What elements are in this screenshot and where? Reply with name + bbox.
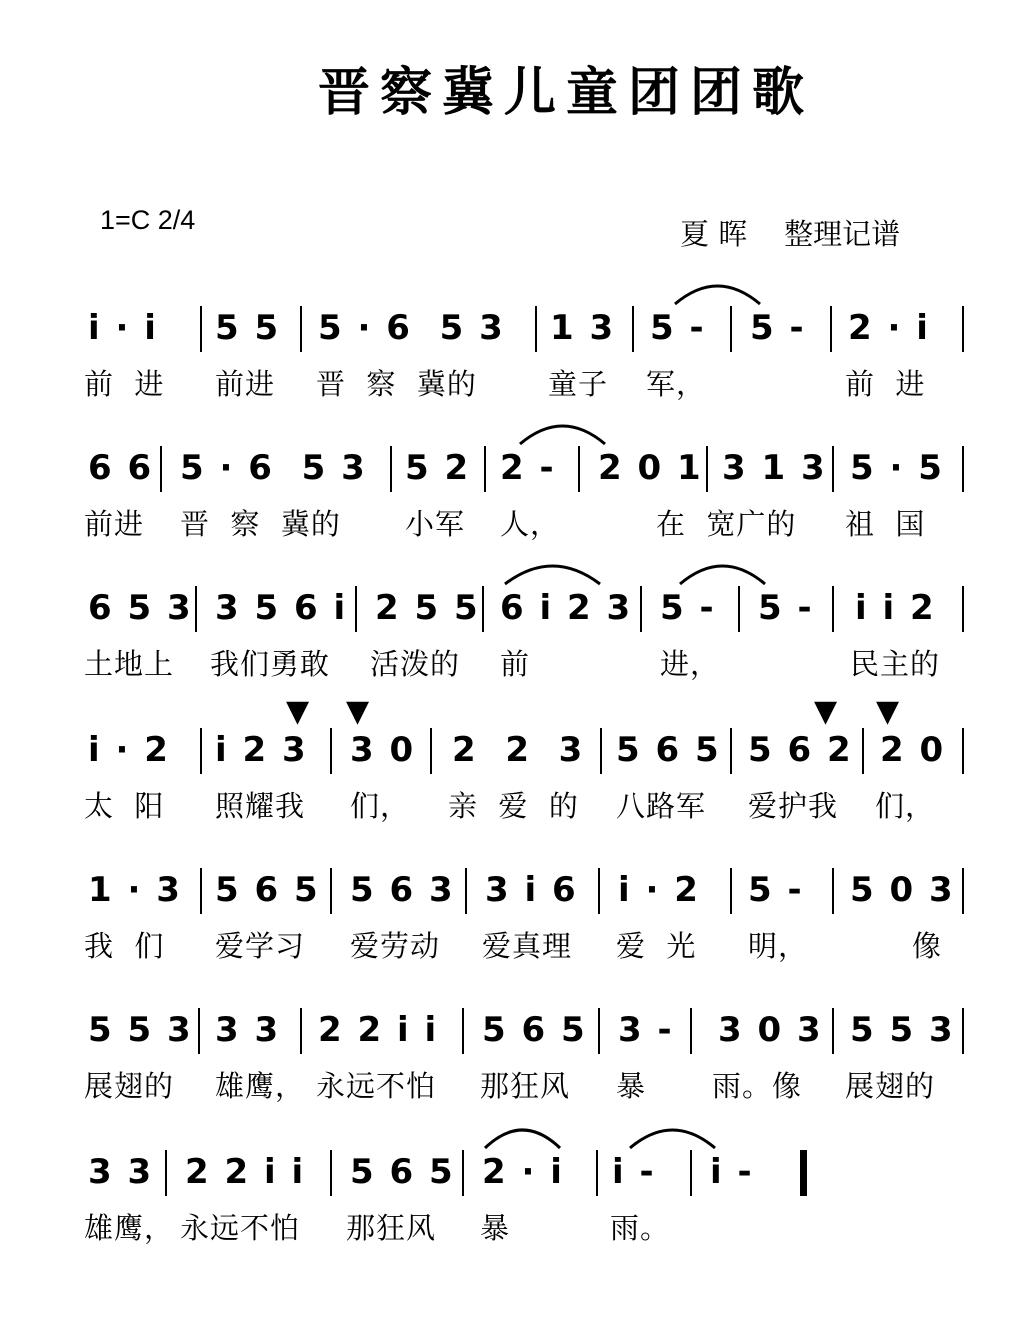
barline [462,1008,464,1054]
measure-notes: 2 - [500,448,556,488]
measure-notes: 5 · 6 5 3 [180,448,367,488]
measure-notes: 5 2 [405,448,471,488]
barline [962,728,964,774]
lyric-text: 永远不怕 [316,1069,437,1103]
barline [730,868,732,914]
measure-notes: 3 3 [88,1152,154,1192]
measure-notes: 2 · i [848,308,930,348]
barline [832,868,834,914]
score-line [0,438,1032,578]
measure-notes: 5 · 5 [850,448,944,488]
lyric-text: 亲 爱 的 [448,789,579,823]
barline [200,728,202,774]
measure-notes: 5 - [660,588,716,628]
barline [862,728,864,774]
lyric-text: 爱 光 [616,929,697,963]
measure-notes: 6 i 2 3 [500,588,633,628]
lyric-text: 前进 [215,367,276,401]
measure-notes: 5 0 3 [850,870,955,910]
measure-notes: 1 · 3 [88,870,182,910]
lyric-text: 雄鹰， [84,1211,175,1245]
lyric-text: 爱学习 [215,929,306,963]
measure-notes: 5 - [748,870,804,910]
measure-notes: i · 2 [618,870,700,910]
key-signature: 1=C 2/4 [100,205,196,235]
lyric-text: 进， [660,647,721,681]
accent-mark-icon: ▼ [286,694,310,729]
measure-notes: 6 6 [88,448,154,488]
lyric-text: 展翅的 [84,1069,175,1103]
barline [730,728,732,774]
accent-mark-icon: ▼ [346,694,370,729]
barline [962,1008,964,1054]
barline [962,868,964,914]
lyric-text: 暴 [480,1211,511,1245]
measure-notes: 2 0 1 [598,448,703,488]
credit [680,212,900,253]
lyric-text: 晋 察 冀的 [180,507,341,541]
lyric-text: 雨。像 [712,1069,803,1103]
measure-notes: 2 0 [880,730,946,770]
measure-notes: 2 · i [482,1152,564,1192]
measure-notes: 6 5 3 [88,588,193,628]
lyric-text: 前 [500,647,531,681]
lyric-text: 永远不怕 [180,1211,301,1245]
barline [598,1008,600,1054]
measure-notes: 2 5 5 [375,588,480,628]
lyric-text: 活泼的 [370,647,461,681]
barline [832,1008,834,1054]
measure-notes: i - [710,1152,754,1192]
measure-notes: 3 0 [350,730,416,770]
credit-role: 整理记谱 [784,217,901,251]
lyric-text: 们， [875,789,936,823]
measure-notes: 5 · 6 5 3 [318,308,505,348]
measure-notes: 2 2 i i [185,1152,306,1192]
measure-notes: 5 6 5 [482,1010,587,1050]
barline [430,728,432,774]
measure-notes: 3 i 6 [485,870,578,910]
measure-notes: 3 1 3 [722,448,827,488]
lyric-text: 在 宽广的 [656,507,797,541]
tie-arcs [0,1142,1032,1202]
measure-notes: 5 6 2 [748,730,853,770]
score-line [0,860,1032,1000]
lyric-text: 那狂风 [480,1069,571,1103]
lyric-text: 八路军 [616,789,707,823]
barline [465,868,467,914]
lyric-text: 雄鹰， [215,1069,306,1103]
lyric-text: 军， [646,367,707,401]
song-title: 晋察冀儿童团团歌 [317,63,814,123]
tie-arc [675,286,760,304]
lyric-text: 爱护我 [748,789,839,823]
lyric-text: 像 [912,929,943,963]
measure-notes: 5 - [650,308,706,348]
lyric-text: 我们勇敢 [210,647,331,681]
lyric-text: 祖 国 [845,507,926,541]
barline [198,1008,200,1054]
lyric-text: 民主的 [850,647,941,681]
score-line [0,298,1032,438]
measure-notes: 5 - [750,308,806,348]
accent-mark-icon: ▼ [814,694,838,729]
lyric-text: 暴 [616,1069,647,1103]
measure-notes: 5 6 3 [350,870,455,910]
lyric-text: 小军 [405,507,466,541]
barline [300,1008,302,1054]
measure-notes: 1 3 [550,308,616,348]
measure-notes: 2 2 i i [318,1010,439,1050]
score-line [0,694,1032,860]
lyric-text: 前进 [84,507,145,541]
lyric-text: 太 阳 [84,789,165,823]
measure-notes: 5 6 5 [350,1152,455,1192]
lyric-text: 晋 察 冀的 [316,367,477,401]
measure-notes: 3 0 3 [718,1010,823,1050]
measure-notes: 5 6 5 [215,870,320,910]
tie-arcs [0,298,1032,358]
measure-notes: i - [612,1152,656,1192]
barline [600,728,602,774]
measure-notes: i · i [88,308,158,348]
measure-notes: i · 2 [88,730,170,770]
accent-mark-icon: ▼ [876,694,900,729]
lyric-text: 我 们 [84,929,165,963]
barline [690,1008,692,1054]
lyric-text: 人， [500,507,561,541]
measure-notes: 3 3 [215,1010,281,1050]
measure-notes: 3 - [618,1010,674,1050]
measure-notes: i i 2 [855,588,936,628]
lyric-text: 爱劳动 [350,929,441,963]
lyric-text: 前 进 [845,367,926,401]
lyric-text: 爱真理 [482,929,573,963]
credit-name: 夏 晖 [680,217,748,251]
score-line [0,1000,1032,1140]
lyric-text: 明， [748,929,809,963]
tie-arcs [0,578,1032,638]
lyric-text: 展翅的 [845,1069,936,1103]
measure-notes: 5 5 3 [88,1010,193,1050]
barline [330,868,332,914]
lyric-text: 雨。 [610,1211,671,1245]
lyric-text: 童子 [548,367,609,401]
measure-notes: 3 5 6 i [215,588,348,628]
barline [200,868,202,914]
lyric-text: 那狂风 [346,1211,437,1245]
measure-notes: 5 5 [215,308,281,348]
lyric-text: 土地上 [84,647,175,681]
lyric-text: 前 进 [84,367,165,401]
measure-notes: 5 - [758,588,814,628]
measure-notes: 2 2 3 [452,730,585,770]
barline [598,868,600,914]
lyric-text: 们， [350,789,411,823]
lyric-text: 照耀我 [215,789,306,823]
barline [330,728,332,774]
measure-notes: i 2 3 [215,730,308,770]
tie-arcs [0,438,1032,498]
score-line [0,1142,1032,1282]
measure-notes: 5 6 5 [616,730,721,770]
measure-notes: 5 5 3 [850,1010,955,1050]
